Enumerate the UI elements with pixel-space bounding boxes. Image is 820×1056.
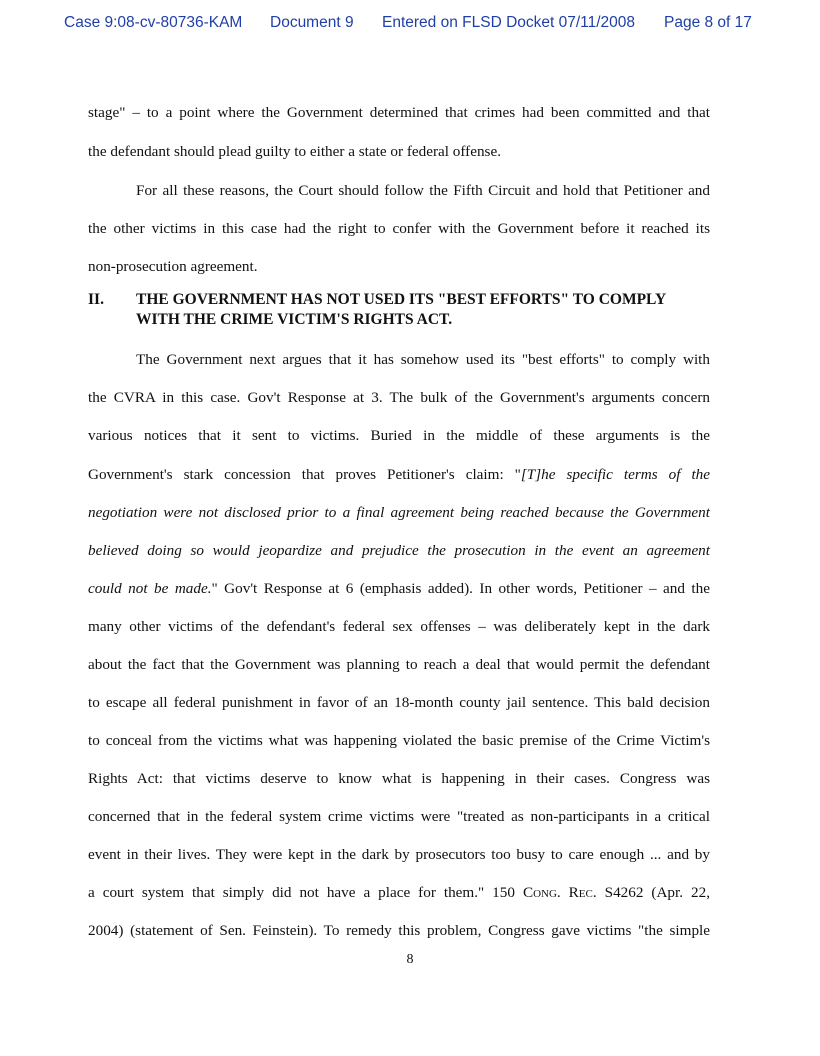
citation-reporter: Cong. Rec.: [522, 884, 597, 901]
document-number: Document 9: [270, 14, 354, 31]
text-line: the defendant should plead guilty to either a state or federal offense.: [88, 143, 502, 160]
text-line: 2004) (statement of Sen. Feinstein). To remedy this problem, Congress gave victims "the simple: [88, 922, 710, 939]
text-line: the CVRA in this case. Gov't Response at 3. The bulk of the Government's arguments concern: [88, 389, 710, 406]
text-line: non-prosecution agreement.: [88, 258, 258, 275]
text-segment: a court system that simply did not have a place for them." 150: [88, 884, 523, 901]
text-line: the other victims in this case had the right to confer with the Government before it reached its: [88, 220, 710, 237]
text-line: concerned that in the federal system crime victims were "treated as non-participants in a critical: [88, 808, 710, 825]
section-heading: [88, 290, 710, 330]
text-line: to escape all federal punishment in favor of an 18-month county jail sentence. This bald decision: [88, 694, 710, 711]
page-count: Page 8 of 17: [664, 14, 752, 31]
text-line: [88, 579, 710, 599]
text-line: Rights Act: that victims deserve to know what is happening in their cases. Congress was: [88, 770, 710, 787]
text-line: believed doing so would jeopardize and prejudice the prosecution in the event an agreement: [88, 542, 710, 559]
page-number: 8: [406, 952, 414, 967]
text-line: to conceal from the victims what was happening violated the basic premise of the Crime Victim's: [88, 732, 710, 749]
docket-entry: Entered on FLSD Docket 07/11/2008: [382, 14, 636, 31]
text-segment: S4262 (Apr. 22,: [596, 884, 710, 901]
text-segment: " Gov't Response at 6 (emphasis added). In other words, Petitioner – and the: [211, 580, 710, 597]
quoted-emphasis: [T]he specific terms of the: [520, 466, 710, 483]
text-line: [88, 465, 710, 485]
text-line: many other victims of the defendant's federal sex offenses – was deliberately kept in the dark: [88, 618, 710, 635]
section-title: THE GOVERNMENT HAS NOT USED ITS "BEST EFFORTS" TO COMPLY WITH THE CRIME VICTIM'S RIGHTS ACT.: [136, 291, 666, 328]
text-line: stage" – to a point where the Government determined that crimes had been committed and that: [88, 104, 710, 121]
text-line: [88, 883, 710, 903]
case-number: Case 9:08-cv-80736-KAM: [64, 14, 243, 31]
text-line: about the fact that the Government was planning to reach a deal that would permit the defendant: [88, 656, 710, 673]
text-line: various notices that it sent to victims. Buried in the middle of these arguments is the: [88, 427, 710, 444]
text-line: event in their lives. They were kept in the dark by prosecutors too busy to care enough ... and by: [88, 846, 710, 863]
text-segment: Government's stark concession that proves Petitioner's claim: ": [88, 466, 521, 483]
text-line: For all these reasons, the Court should follow the Fifth Circuit and hold that Petitioner and: [136, 182, 710, 199]
text-line: The Government next argues that it has somehow used its "best efforts" to comply with: [136, 351, 710, 368]
quoted-emphasis: could not be made.: [88, 580, 212, 597]
text-line: negotiation were not disclosed prior to a final agreement being reached because the Government: [88, 504, 710, 521]
section-number: II.: [88, 291, 104, 308]
